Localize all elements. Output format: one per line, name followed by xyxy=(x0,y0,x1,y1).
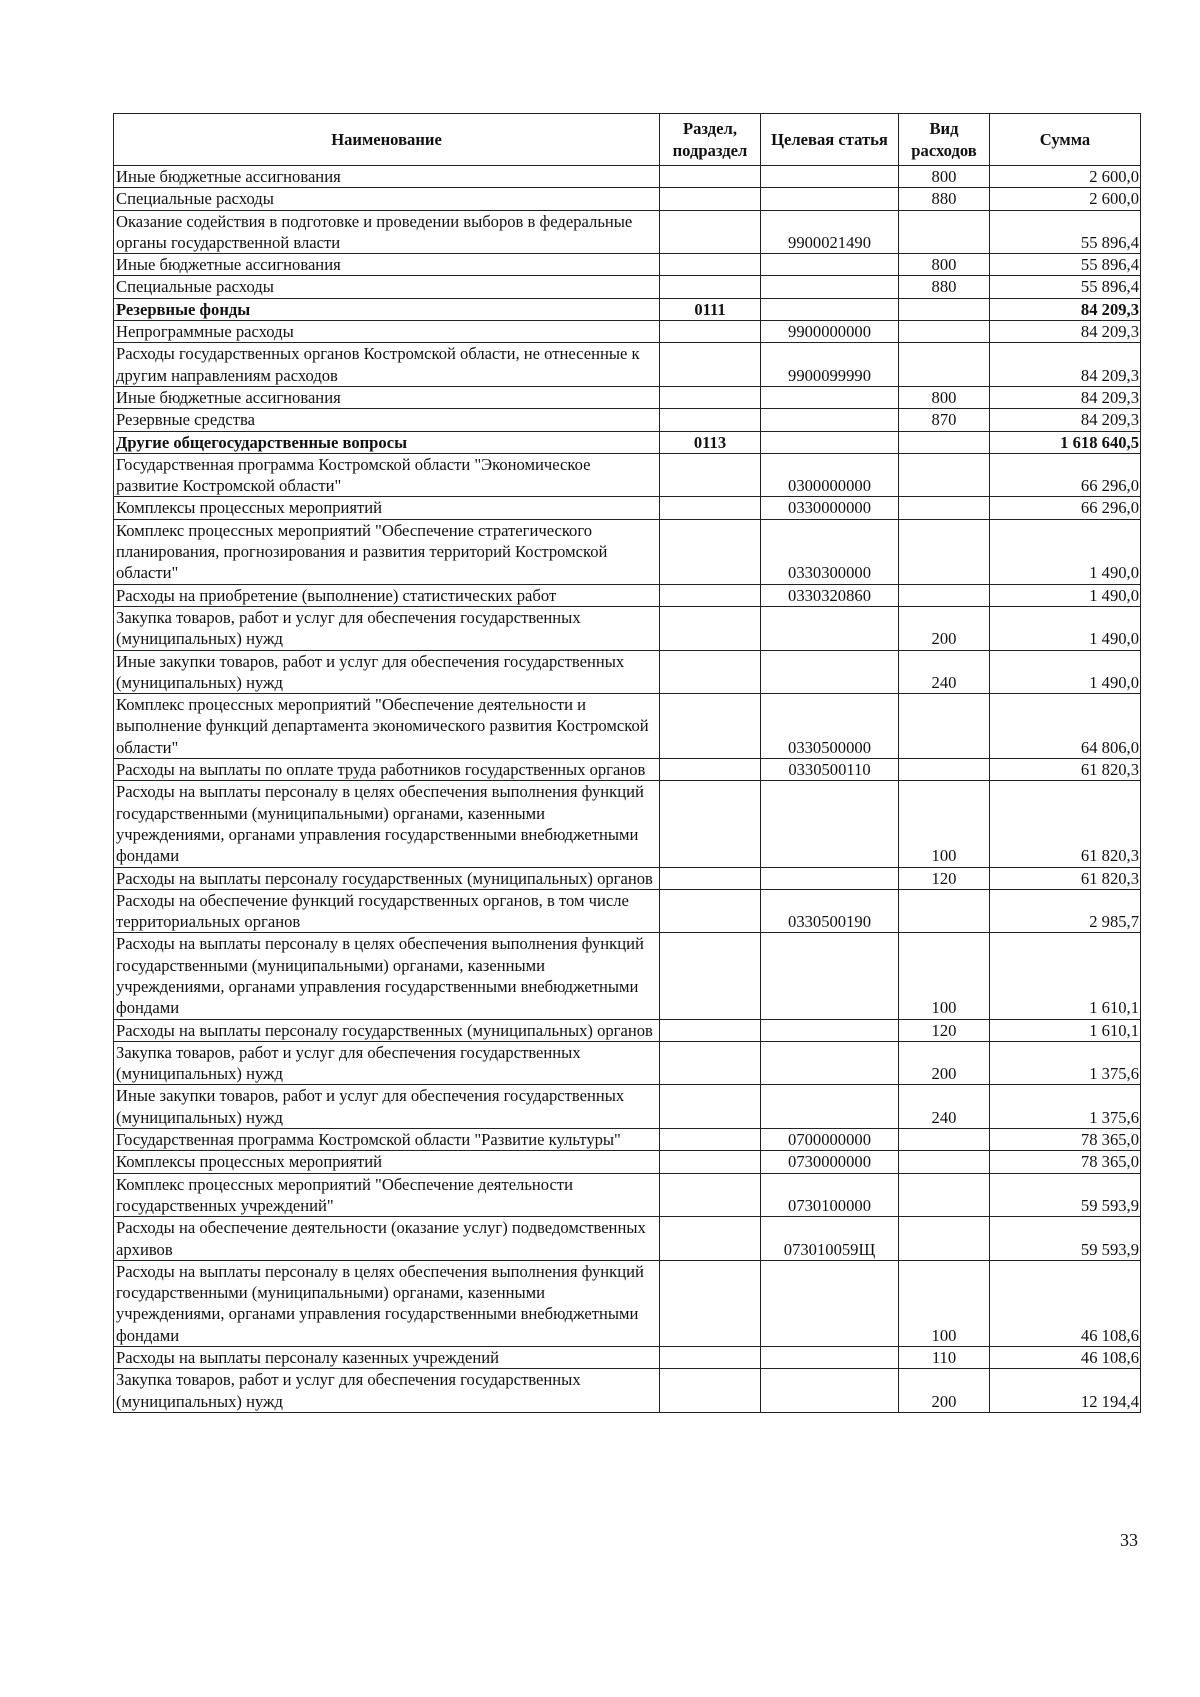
table-row xyxy=(114,1217,1141,1261)
cell-target xyxy=(761,933,899,1019)
cell-sum: 61 820,3 xyxy=(990,759,1141,781)
cell-target xyxy=(761,1260,899,1346)
table-row xyxy=(114,166,1141,188)
cell-sum: 59 593,9 xyxy=(990,1173,1141,1217)
cell-target: 073010059Щ xyxy=(761,1217,899,1261)
cell-target xyxy=(761,386,899,408)
cell-section: 0113 xyxy=(660,431,761,453)
cell-name: Иные бюджетные ассигнования xyxy=(114,166,660,188)
cell-section xyxy=(660,409,761,431)
cell-sum: 55 896,4 xyxy=(990,276,1141,298)
cell-kind xyxy=(899,431,990,453)
table-row xyxy=(114,1019,1141,1041)
cell-kind: 200 xyxy=(899,1369,990,1413)
cell-target: 0730100000 xyxy=(761,1173,899,1217)
cell-target: 0330000000 xyxy=(761,497,899,519)
cell-sum: 1 490,0 xyxy=(990,584,1141,606)
cell-name: Специальные расходы xyxy=(114,188,660,210)
header-row xyxy=(114,114,1141,166)
cell-section xyxy=(660,1369,761,1413)
cell-target: 9900000000 xyxy=(761,321,899,343)
cell-kind xyxy=(899,759,990,781)
table-row xyxy=(114,276,1141,298)
cell-section xyxy=(660,694,761,759)
cell-section: 0111 xyxy=(660,298,761,320)
cell-sum: 1 490,0 xyxy=(990,606,1141,650)
cell-sum: 84 209,3 xyxy=(990,409,1141,431)
cell-section xyxy=(660,453,761,497)
header-target: Целевая статья xyxy=(761,114,899,166)
cell-sum: 55 896,4 xyxy=(990,210,1141,254)
cell-target: 0330300000 xyxy=(761,519,899,584)
cell-kind xyxy=(899,343,990,387)
cell-sum: 84 209,3 xyxy=(990,343,1141,387)
cell-section xyxy=(660,519,761,584)
cell-name: Комплекс процессных мероприятий "Обеспечение деятельности и выполнение функций департамента экономического развития Костромской области" xyxy=(114,694,660,759)
cell-sum: 46 108,6 xyxy=(990,1260,1141,1346)
cell-target xyxy=(761,166,899,188)
cell-section xyxy=(660,1173,761,1217)
cell-kind: 100 xyxy=(899,781,990,867)
table-body xyxy=(114,166,1141,1413)
cell-name: Резервные средства xyxy=(114,409,660,431)
table-row xyxy=(114,321,1141,343)
cell-name: Иные бюджетные ассигнования xyxy=(114,254,660,276)
cell-sum: 2 985,7 xyxy=(990,889,1141,933)
cell-sum: 2 600,0 xyxy=(990,188,1141,210)
cell-kind: 200 xyxy=(899,606,990,650)
cell-target xyxy=(761,650,899,694)
cell-kind xyxy=(899,584,990,606)
cell-target: 0330500190 xyxy=(761,889,899,933)
cell-target: 0700000000 xyxy=(761,1129,899,1151)
cell-name: Оказание содействия в подготовке и проведении выборов в федеральные органы государственной власти xyxy=(114,210,660,254)
table-row xyxy=(114,254,1141,276)
cell-name: Другие общегосударственные вопросы xyxy=(114,431,660,453)
cell-target xyxy=(761,1085,899,1129)
cell-target: 9900099990 xyxy=(761,343,899,387)
cell-kind: 100 xyxy=(899,1260,990,1346)
cell-name: Иные закупки товаров, работ и услуг для обеспечения государственных (муниципальных) нужд xyxy=(114,1085,660,1129)
cell-kind xyxy=(899,1129,990,1151)
cell-section xyxy=(660,210,761,254)
table-row xyxy=(114,386,1141,408)
cell-section xyxy=(660,1085,761,1129)
cell-kind xyxy=(899,210,990,254)
cell-sum: 1 375,6 xyxy=(990,1085,1141,1129)
cell-section xyxy=(660,254,761,276)
cell-target xyxy=(761,298,899,320)
cell-name: Расходы на обеспечение функций государственных органов, в том числе территориальных органов xyxy=(114,889,660,933)
cell-kind: 110 xyxy=(899,1347,990,1369)
cell-kind: 200 xyxy=(899,1041,990,1085)
table-row xyxy=(114,1260,1141,1346)
cell-name: Закупка товаров, работ и услуг для обеспечения государственных (муниципальных) нужд xyxy=(114,1041,660,1085)
cell-target xyxy=(761,409,899,431)
cell-sum: 66 296,0 xyxy=(990,453,1141,497)
cell-sum: 12 194,4 xyxy=(990,1369,1141,1413)
cell-target xyxy=(761,254,899,276)
cell-name: Комплекс процессных мероприятий "Обеспечение деятельности государственных учреждений" xyxy=(114,1173,660,1217)
cell-name: Закупка товаров, работ и услуг для обеспечения государственных (муниципальных) нужд xyxy=(114,1369,660,1413)
cell-section xyxy=(660,188,761,210)
cell-section xyxy=(660,584,761,606)
cell-target xyxy=(761,1369,899,1413)
cell-sum: 2 600,0 xyxy=(990,166,1141,188)
table-row xyxy=(114,1129,1141,1151)
cell-name: Резервные фонды xyxy=(114,298,660,320)
cell-kind: 120 xyxy=(899,867,990,889)
cell-sum: 46 108,6 xyxy=(990,1347,1141,1369)
cell-kind: 240 xyxy=(899,1085,990,1129)
table-row xyxy=(114,453,1141,497)
cell-kind xyxy=(899,1217,990,1261)
table-row xyxy=(114,409,1141,431)
cell-name: Государственная программа Костромской области "Развитие культуры" xyxy=(114,1129,660,1151)
cell-kind: 100 xyxy=(899,933,990,1019)
header-sum: Сумма xyxy=(990,114,1141,166)
cell-sum: 1 490,0 xyxy=(990,519,1141,584)
table-row xyxy=(114,188,1141,210)
table-row xyxy=(114,933,1141,1019)
cell-kind xyxy=(899,298,990,320)
table-row xyxy=(114,210,1141,254)
cell-kind xyxy=(899,694,990,759)
cell-sum: 78 365,0 xyxy=(990,1129,1141,1151)
cell-sum: 59 593,9 xyxy=(990,1217,1141,1261)
cell-section xyxy=(660,386,761,408)
cell-sum: 55 896,4 xyxy=(990,254,1141,276)
cell-section xyxy=(660,1347,761,1369)
cell-name: Иные бюджетные ассигнования xyxy=(114,386,660,408)
table-row xyxy=(114,889,1141,933)
cell-name: Комплексы процессных мероприятий xyxy=(114,1151,660,1173)
cell-section xyxy=(660,497,761,519)
cell-target: 9900021490 xyxy=(761,210,899,254)
table-row xyxy=(114,1347,1141,1369)
cell-kind: 800 xyxy=(899,254,990,276)
cell-sum: 78 365,0 xyxy=(990,1151,1141,1173)
table-row xyxy=(114,867,1141,889)
cell-kind xyxy=(899,1173,990,1217)
cell-name: Расходы на выплаты персоналу государственных (муниципальных) органов xyxy=(114,867,660,889)
cell-kind: 870 xyxy=(899,409,990,431)
cell-name: Комплекс процессных мероприятий "Обеспечение стратегического планирования, прогнозирования и развития территорий Костромской области" xyxy=(114,519,660,584)
cell-section xyxy=(660,1151,761,1173)
cell-name: Непрограммные расходы xyxy=(114,321,660,343)
table-row xyxy=(114,781,1141,867)
table-row xyxy=(114,497,1141,519)
header-name: Наименование xyxy=(114,114,660,166)
cell-section xyxy=(660,1129,761,1151)
cell-target: 0330500110 xyxy=(761,759,899,781)
cell-section xyxy=(660,889,761,933)
cell-target xyxy=(761,867,899,889)
cell-kind xyxy=(899,321,990,343)
cell-section xyxy=(660,1041,761,1085)
cell-sum: 84 209,3 xyxy=(990,386,1141,408)
cell-kind xyxy=(899,1151,990,1173)
cell-name: Расходы на выплаты персоналу в целях обеспечения выполнения функций государственными (муниципальными) органами, казенными учреждениями, органами управления государственными внебюджетными фондами xyxy=(114,933,660,1019)
cell-section xyxy=(660,276,761,298)
cell-target xyxy=(761,276,899,298)
cell-sum: 64 806,0 xyxy=(990,694,1141,759)
cell-sum: 84 209,3 xyxy=(990,298,1141,320)
cell-name: Расходы на обеспечение деятельности (оказание услуг) подведомственных архивов xyxy=(114,1217,660,1261)
cell-name: Комплексы процессных мероприятий xyxy=(114,497,660,519)
cell-sum: 1 610,1 xyxy=(990,933,1141,1019)
cell-name: Закупка товаров, работ и услуг для обеспечения государственных (муниципальных) нужд xyxy=(114,606,660,650)
table-row xyxy=(114,584,1141,606)
cell-name: Расходы на выплаты персоналу в целях обеспечения выполнения функций государственными (муниципальными) органами, казенными учреждениями, органами управления государственными внебюджетными фондами xyxy=(114,1260,660,1346)
cell-section xyxy=(660,933,761,1019)
cell-section xyxy=(660,321,761,343)
header-section: Раздел, подраздел xyxy=(660,114,761,166)
cell-name: Расходы на выплаты персоналу государственных (муниципальных) органов xyxy=(114,1019,660,1041)
table-row xyxy=(114,298,1141,320)
header-kind: Вид расходов xyxy=(899,114,990,166)
cell-name: Государственная программа Костромской области "Экономическое развитие Костромской области" xyxy=(114,453,660,497)
cell-target xyxy=(761,431,899,453)
cell-target xyxy=(761,1041,899,1085)
cell-section xyxy=(660,1217,761,1261)
cell-target: 0330320860 xyxy=(761,584,899,606)
cell-target xyxy=(761,1019,899,1041)
cell-sum: 61 820,3 xyxy=(990,867,1141,889)
cell-name: Расходы государственных органов Костромской области, не отнесенные к другим направлениям расходов xyxy=(114,343,660,387)
cell-kind: 880 xyxy=(899,188,990,210)
cell-section xyxy=(660,759,761,781)
table-header xyxy=(114,114,1141,166)
table-row xyxy=(114,1173,1141,1217)
table-row xyxy=(114,694,1141,759)
cell-name: Иные закупки товаров, работ и услуг для обеспечения государственных (муниципальных) нужд xyxy=(114,650,660,694)
table-row xyxy=(114,1369,1141,1413)
cell-target xyxy=(761,1347,899,1369)
cell-section xyxy=(660,1260,761,1346)
table-row xyxy=(114,431,1141,453)
table-row xyxy=(114,650,1141,694)
table-row xyxy=(114,343,1141,387)
cell-target: 0330500000 xyxy=(761,694,899,759)
table-row xyxy=(114,1085,1141,1129)
cell-kind xyxy=(899,497,990,519)
budget-table-container xyxy=(113,113,1140,1413)
cell-sum: 1 618 640,5 xyxy=(990,431,1141,453)
cell-section xyxy=(660,867,761,889)
cell-target xyxy=(761,606,899,650)
cell-section xyxy=(660,650,761,694)
cell-target xyxy=(761,781,899,867)
cell-sum: 84 209,3 xyxy=(990,321,1141,343)
cell-name: Расходы на приобретение (выполнение) статистических работ xyxy=(114,584,660,606)
cell-name: Расходы на выплаты персоналу казенных учреждений xyxy=(114,1347,660,1369)
cell-target xyxy=(761,188,899,210)
cell-kind: 800 xyxy=(899,386,990,408)
cell-kind: 120 xyxy=(899,1019,990,1041)
cell-sum: 61 820,3 xyxy=(990,781,1141,867)
table-row xyxy=(114,606,1141,650)
table-row xyxy=(114,519,1141,584)
cell-kind xyxy=(899,519,990,584)
cell-section xyxy=(660,1019,761,1041)
cell-target: 0730000000 xyxy=(761,1151,899,1173)
cell-kind: 800 xyxy=(899,166,990,188)
cell-sum: 1 375,6 xyxy=(990,1041,1141,1085)
cell-section xyxy=(660,781,761,867)
table-row xyxy=(114,1041,1141,1085)
page-number: 33 xyxy=(1120,1530,1138,1550)
table-row xyxy=(114,759,1141,781)
cell-section xyxy=(660,606,761,650)
cell-sum: 1 490,0 xyxy=(990,650,1141,694)
cell-kind: 880 xyxy=(899,276,990,298)
budget-table xyxy=(113,113,1141,1413)
cell-name: Расходы на выплаты по оплате труда работников государственных органов xyxy=(114,759,660,781)
cell-target: 0300000000 xyxy=(761,453,899,497)
cell-kind xyxy=(899,889,990,933)
cell-kind xyxy=(899,453,990,497)
cell-sum: 66 296,0 xyxy=(990,497,1141,519)
cell-section xyxy=(660,166,761,188)
table-row xyxy=(114,1151,1141,1173)
cell-kind: 240 xyxy=(899,650,990,694)
cell-sum: 1 610,1 xyxy=(990,1019,1141,1041)
cell-name: Специальные расходы xyxy=(114,276,660,298)
cell-name: Расходы на выплаты персоналу в целях обеспечения выполнения функций государственными (муниципальными) органами, казенными учреждениями, органами управления государственными внебюджетными фондами xyxy=(114,781,660,867)
cell-section xyxy=(660,343,761,387)
